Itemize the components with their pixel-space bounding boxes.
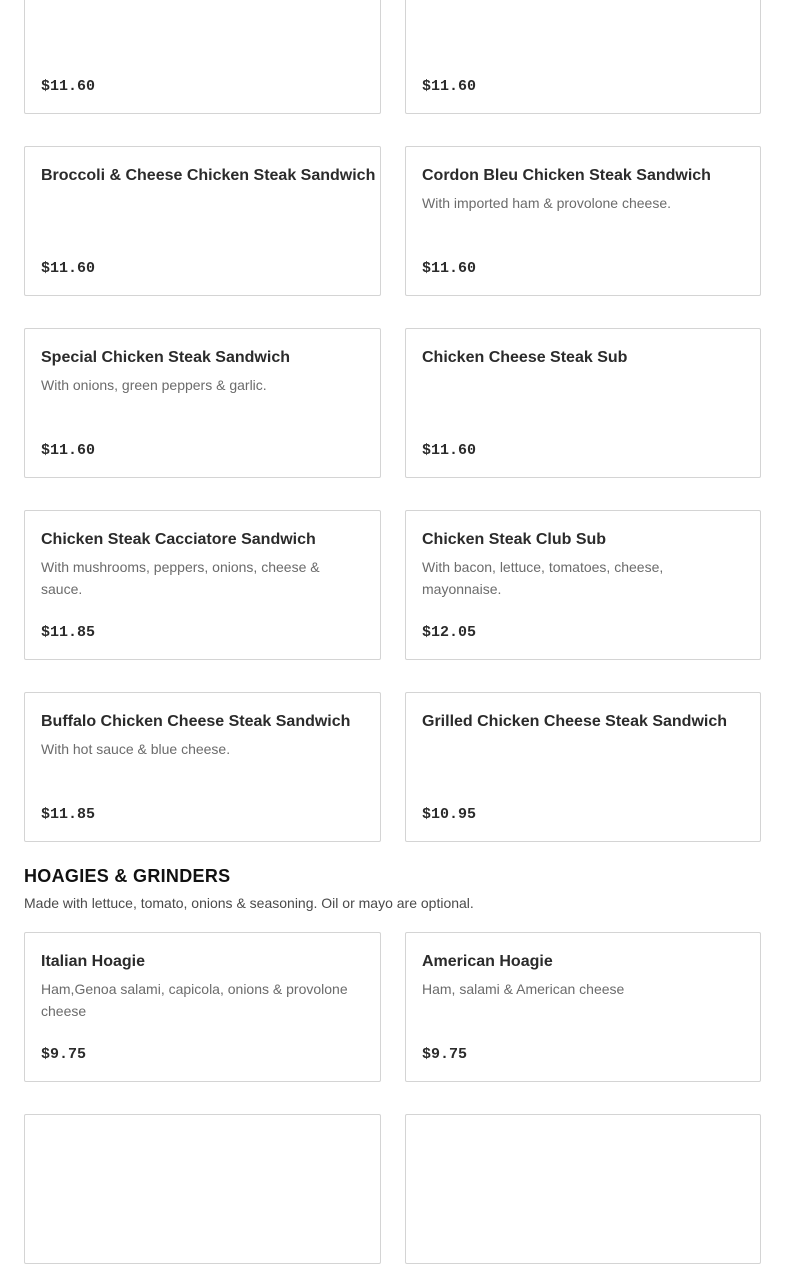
- item-price: $9.75: [422, 1046, 468, 1063]
- item-name: Buffalo Chicken Cheese Steak Sandwich: [41, 713, 351, 730]
- item-name: Chicken Steak Club Sub: [422, 531, 607, 548]
- item-name: American Hoagie: [422, 953, 553, 970]
- item-price: $11.60: [422, 78, 477, 95]
- item-price: $9.75: [41, 1046, 87, 1063]
- item-price: $12.05: [422, 624, 477, 641]
- menu-item-card[interactable]: [405, 510, 761, 660]
- item-price: $11.60: [41, 260, 96, 277]
- menu-item-card[interactable]: [405, 932, 761, 1082]
- item-description: With onions, green peppers & garlic.: [41, 377, 267, 393]
- menu-item-card[interactable]: [405, 146, 761, 296]
- menu-item-card[interactable]: [24, 932, 381, 1082]
- item-price: $11.85: [41, 624, 96, 641]
- item-name: Grilled Chicken Cheese Steak Sandwich: [422, 713, 727, 730]
- item-name: Chicken Steak Cacciatore Sandwich: [41, 531, 316, 548]
- item-price: $11.60: [422, 442, 477, 459]
- section-description: Made with lettuce, tomato, onions & seasoning. Oil or mayo are optional.: [24, 895, 474, 911]
- menu-item-card[interactable]: [24, 510, 381, 660]
- item-price: $11.85: [41, 806, 96, 823]
- item-name: Broccoli & Cheese Chicken Steak Sandwich: [41, 167, 376, 184]
- item-price: $11.60: [422, 260, 477, 277]
- item-description: With imported ham & provolone cheese.: [422, 195, 672, 211]
- menu-item-card[interactable]: [24, 328, 381, 478]
- item-name: Chicken Cheese Steak Sub: [422, 349, 628, 366]
- item-description: Ham,Genoa salami, capicola, onions & provolone cheese: [41, 981, 348, 1019]
- menu-item-card[interactable]: [24, 0, 381, 114]
- item-price: $10.95: [422, 806, 477, 823]
- section-heading: HOAGIES & GRINDERS: [24, 866, 231, 886]
- item-description: With bacon, lettuce, tomatoes, cheese, mayonnaise.: [422, 559, 664, 597]
- item-name: Special Chicken Steak Sandwich: [41, 349, 290, 366]
- menu-item-card[interactable]: [24, 1114, 381, 1264]
- menu-item-card[interactable]: [405, 692, 761, 842]
- item-description: With mushrooms, peppers, onions, cheese & sauce.: [41, 559, 320, 597]
- menu-item-card[interactable]: [405, 0, 761, 114]
- item-description: With hot sauce & blue cheese.: [41, 741, 231, 757]
- menu-item-card[interactable]: [405, 328, 761, 478]
- item-name: Italian Hoagie: [41, 953, 146, 970]
- menu-item-card[interactable]: [24, 692, 381, 842]
- item-name: Cordon Bleu Chicken Steak Sandwich: [422, 167, 711, 184]
- item-price: $11.60: [41, 78, 96, 95]
- menu-item-card[interactable]: [405, 1114, 761, 1264]
- item-description: Ham, salami & American cheese: [422, 981, 625, 997]
- menu-item-card[interactable]: [24, 146, 381, 296]
- item-price: $11.60: [41, 442, 96, 459]
